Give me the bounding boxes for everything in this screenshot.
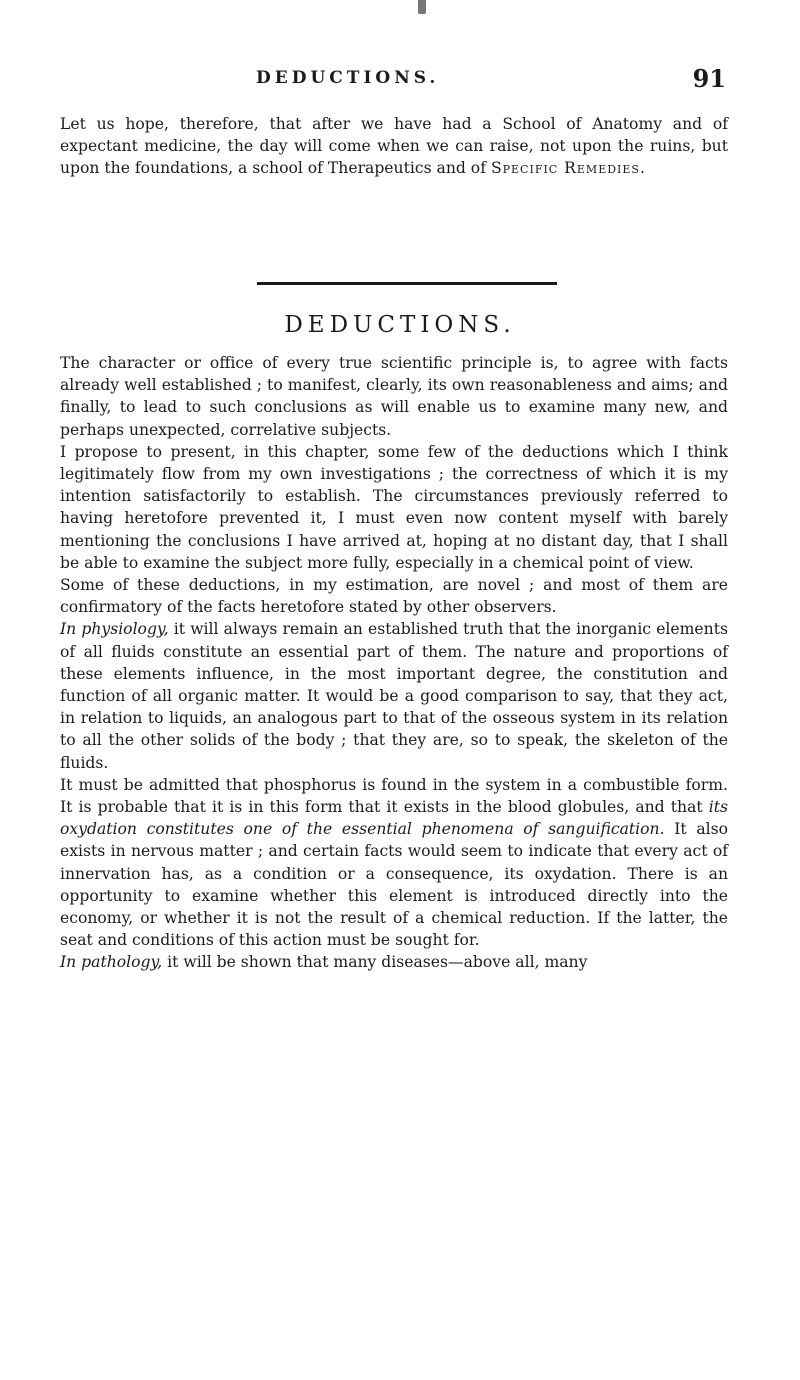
paragraph-2: I propose to present, in this chapter, some few of the deductions which I think legitimately flow from my own investigations ; the correctness of which it is my intention satisfactorily to establish. The circumstances previously referred to having heretofore prevented it, I must even now content myself with barely mentioning the conclusions I have arrived at, hoping at no distant day, that I shall be able to examine the subject more fully, especially in a chemical point of view.	[60, 442, 728, 572]
section-heading: DEDUCTIONS.	[284, 312, 516, 338]
section-divider	[257, 282, 557, 285]
running-title: DEDUCTIONS.	[256, 68, 440, 88]
paragraph-5-text-a: It must be admitted that phosphorus is found in the system in a combustible form. It is probable that it is in this form that it exists in the blood globules, and that	[60, 775, 728, 817]
intro-smallcaps: Specific Remedies.	[490, 159, 646, 178]
paragraph-1: The character or office of every true scientific principle is, to agree with facts already well established ; to manifest, clearly, its own reasonableness and aims; and finally, to lead to such conclusions as will enable us to examine many new, and perhaps unexpected, correlative subjects.	[60, 354, 728, 439]
paragraph-3: Some of these deductions, in my estimation, are novel ; and most of them are confirmatory of the facts heretofore stated by other observers.	[60, 576, 728, 617]
paragraph-5	[60, 774, 728, 952]
binding-mark	[418, 0, 426, 14]
intro-text	[60, 113, 728, 180]
paragraph-6-text: it will be shown that many diseases—above all, many	[162, 953, 588, 972]
intro-paragraph	[60, 113, 728, 180]
paragraph-6	[60, 951, 728, 973]
pathology-label: In pathology,	[60, 953, 163, 972]
running-head	[256, 64, 726, 98]
page-number: 91	[692, 64, 726, 93]
paragraph-5-text-b: It also exists in nervous matter ; and certain facts would seem to indicate that every act of innervation has, as a condition or a consequence, its oxydation. There is an opportunity to examine whether this element is introduced directly into the economy, or whether it is not the result of a chemical reduction. If the latter, the seat and conditions of this action must be sought for.	[60, 820, 728, 950]
physiology-label: In physiology,	[60, 620, 169, 639]
intro-text-body: Let us hope, therefore, that after we have had a School of Anatomy and of expectant medicine, the day will come when we can raise, not upon the ruins, but upon the foundations, a school of Therapeutics and of	[60, 115, 728, 178]
paragraph-4-text: it will always remain an established truth that the inorganic elements of all fluids constitute an essential part of them. The nature and proportions of these elements influence, in the most important degree, the constitution and function of all organic matter. It would be a good comparison to say, that they act, in relation to liquids, an analogous part to that of the osseous system in its relation to all the other solids of the body ; that they are, so to speak, the skeleton of the fluids.	[60, 620, 728, 772]
section-body	[60, 352, 728, 974]
paragraph-4	[60, 618, 728, 773]
paragraph-5-emphasis: its oxydation constitutes one of the essential phenomena of sanguification.	[60, 798, 728, 839]
